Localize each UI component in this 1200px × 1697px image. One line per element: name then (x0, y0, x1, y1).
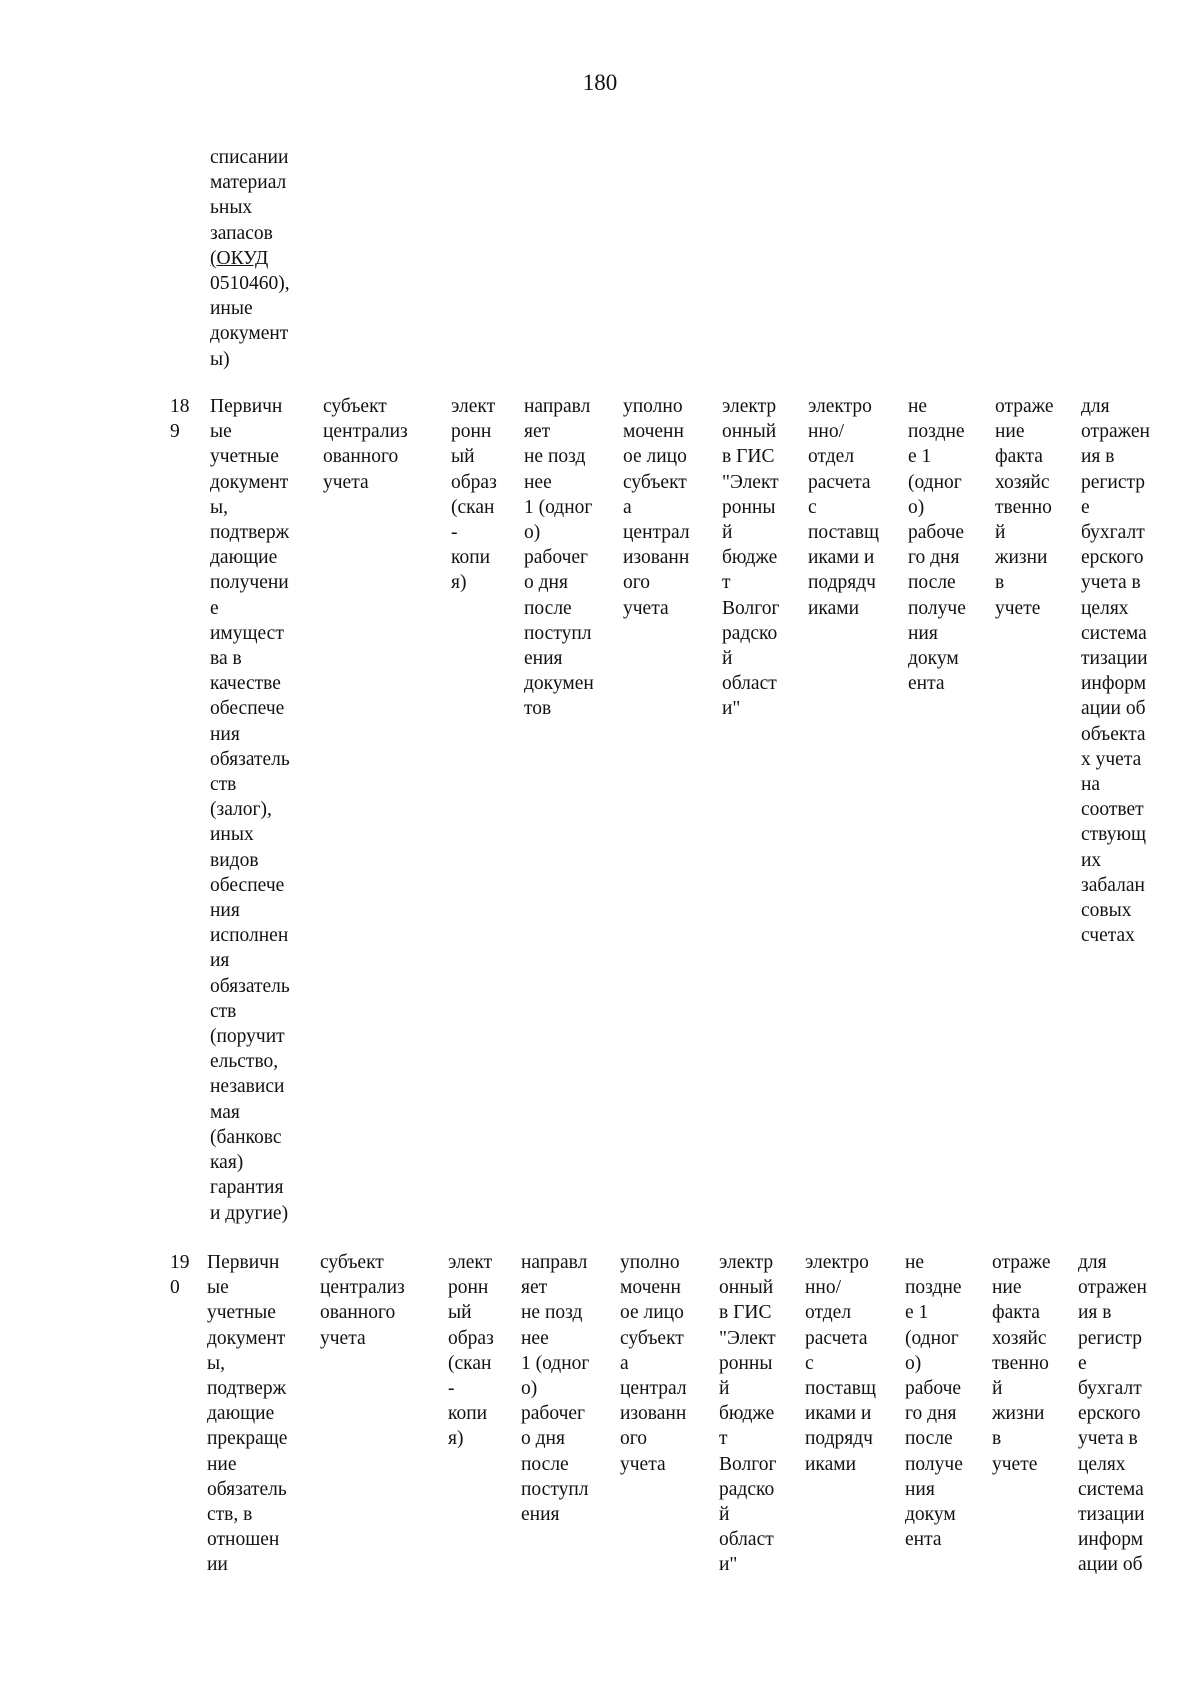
cell-line: бухгалт (1078, 1378, 1142, 1400)
page-number: 180 (582, 70, 618, 95)
cell-line: с (808, 496, 817, 518)
cell-line: поставщ (805, 1378, 876, 1400)
cell-line: е 1 (908, 446, 932, 468)
cell-line: иных (210, 824, 254, 846)
cell-line: ронны (719, 1352, 773, 1374)
cell-line: с (805, 1352, 814, 1374)
cell-line: кая) (210, 1152, 244, 1174)
cell-line: ств (210, 1000, 237, 1022)
cell-line: регистр (1081, 471, 1146, 493)
cell-line: на (1081, 774, 1101, 796)
cell-line: Волгог (719, 1453, 777, 1475)
cell-line: подтверж (207, 1378, 287, 1400)
cell-line: (ОКУД (210, 247, 269, 269)
cell-line: ации об (1081, 698, 1146, 720)
cell-line: забалан (1081, 874, 1145, 896)
cell-line: учета (620, 1453, 666, 1475)
cell-line: й (719, 1504, 730, 1526)
cell-line: 9 (170, 421, 180, 443)
cell-line: яет (521, 1277, 548, 1299)
cell-line: тизации (1081, 648, 1148, 670)
cell-line: информ (1078, 1529, 1144, 1551)
table-cell-190-signer (620, 1250, 687, 1477)
table-cell-189-signer (623, 394, 690, 621)
cell-line: х учета (1081, 748, 1142, 770)
cell-line: не позд (524, 446, 586, 468)
cell-line: а (623, 496, 632, 518)
table-cell-190-deadline-sender (521, 1250, 589, 1527)
cell-line: факта (995, 446, 1043, 468)
table-cell-189-format (451, 394, 497, 596)
cell-line: гарантия (210, 1177, 284, 1199)
cell-line: област (719, 1529, 774, 1551)
table-cell-189-row-number (170, 394, 190, 444)
cell-line: документ (210, 471, 289, 493)
cell-line: ый (448, 1302, 472, 1324)
cell-line: ствующ (1081, 824, 1147, 846)
cell-line: ьных (210, 197, 253, 219)
cell-line: ронн (451, 421, 492, 443)
cell-line: после (521, 1453, 569, 1475)
cell-line: ации об (1078, 1554, 1143, 1576)
cell-line: я) (451, 572, 467, 594)
cell-line: ы) (210, 348, 230, 370)
cell-line: после (908, 572, 956, 594)
cell-line: "Элект (722, 471, 779, 493)
cell-line: ния (908, 622, 938, 644)
cell-line: (скан (448, 1352, 492, 1374)
cell-line: и другие) (210, 1202, 289, 1224)
table-cell-190-document-name (207, 1250, 287, 1578)
cell-line: 0510460), (210, 273, 290, 295)
cell-line: учете (992, 1453, 1038, 1475)
cell-line: элект (451, 396, 496, 417)
cell-line: го дня (908, 547, 960, 569)
cell-line: отдел (805, 1302, 852, 1324)
cell-line: ого (620, 1428, 648, 1450)
cell-line: 1 (одног (524, 496, 593, 518)
cell-line: ерского (1081, 547, 1144, 569)
cell-line: рабочег (521, 1403, 586, 1425)
cell-line: не позд (521, 1302, 583, 1324)
cell-line: ельство, (210, 1051, 279, 1073)
cell-line: о) (908, 496, 925, 518)
cell-line: и" (719, 1554, 738, 1576)
cell-line: субъект (620, 1327, 684, 1349)
cell-line: ств (210, 774, 237, 796)
cell-line: ств, в (207, 1504, 253, 1526)
cell-line: онный (722, 421, 777, 443)
cell-line: электро (808, 396, 872, 417)
cell-line: уполно (620, 1252, 680, 1273)
cell-line: ые (210, 421, 232, 443)
cell-line: 0 (170, 1277, 180, 1299)
cell-line: иками (808, 597, 860, 619)
cell-line: учете (995, 597, 1041, 619)
cell-line: й (995, 522, 1006, 544)
cell-line: образ (451, 471, 497, 493)
cell-line: е (1078, 1352, 1087, 1374)
cell-line: е (1081, 496, 1090, 518)
cell-line: документ (207, 1327, 286, 1349)
cell-line: поступл (521, 1478, 589, 1500)
cell-line: моченн (623, 421, 684, 443)
cell-line: обеспече (210, 874, 285, 896)
cell-line: прекраще (207, 1428, 288, 1450)
cell-line: област (722, 673, 777, 695)
cell-line: т (722, 572, 731, 594)
cell-line: электр (722, 396, 777, 417)
cell-line: поступл (524, 622, 592, 644)
cell-line: ия в (1081, 446, 1115, 468)
cell-line: яет (524, 421, 551, 443)
cell-line: а (620, 1352, 629, 1374)
cell-line: ые (207, 1277, 229, 1299)
cell-line: мая (210, 1101, 240, 1123)
cell-line: (одног (905, 1327, 959, 1349)
table-cell-189-deadline-sender (524, 394, 594, 722)
cell-line: дающие (207, 1403, 275, 1425)
cell-line: запасов (210, 222, 273, 244)
cell-line: ы, (207, 1352, 225, 1374)
cell-line: ния (210, 900, 240, 922)
cell-line: обеспече (210, 698, 285, 720)
cell-line: докумен (524, 673, 594, 695)
table-cell-190-row-number (170, 1250, 190, 1300)
table-cell-189-purpose (995, 394, 1054, 621)
cell-line: е 1 (905, 1302, 929, 1324)
cell-line: (залог), (210, 799, 272, 821)
cell-line: получе (905, 1453, 963, 1475)
cell-line: в (995, 572, 1005, 594)
cell-line: субъект (320, 1252, 384, 1273)
cell-line: учетные (210, 446, 279, 468)
table-cell-190-responsible-party (320, 1250, 405, 1351)
table-cell-189-processing-deadline (908, 394, 966, 696)
cell-line: отражен (1078, 1277, 1147, 1299)
cell-line: копи (448, 1403, 488, 1425)
cell-line: обязатель (207, 1478, 287, 1500)
cell-line: поздне (908, 421, 965, 443)
table-cell-190-delivery-channel (719, 1250, 777, 1578)
cell-line: учета в (1078, 1428, 1138, 1450)
cell-line: ента (905, 1529, 942, 1551)
cell-line: 1 (одног (521, 1352, 590, 1374)
cell-line: не (905, 1252, 925, 1273)
cell-line: иками и (805, 1403, 872, 1425)
cell-line: ы, (210, 496, 228, 518)
cell-line: иками и (808, 547, 875, 569)
cell-line: объекта (1081, 723, 1146, 745)
cell-line: учета (623, 597, 669, 619)
cell-line: нее (524, 471, 552, 493)
table-cell-190-purpose (992, 1250, 1051, 1477)
cell-line: ние (995, 421, 1025, 443)
cell-line: ва в (210, 648, 242, 670)
cell-line: расчета (805, 1327, 868, 1349)
cell-line: ое лицо (623, 446, 687, 468)
cell-line: видов (210, 849, 259, 871)
cell-line: отражен (1081, 421, 1150, 443)
cell-line: обязатель (210, 748, 290, 770)
cell-line: бюдже (719, 1403, 775, 1425)
cell-line: 18 (170, 396, 190, 417)
cell-line: докум (908, 648, 959, 670)
cell-line: для (1078, 1252, 1107, 1273)
cell-line: хозяйс (995, 471, 1050, 493)
cell-line: радско (719, 1478, 775, 1500)
cell-line: ения (521, 1504, 560, 1526)
cell-line: соответ (1081, 799, 1144, 821)
cell-line: - (448, 1378, 455, 1400)
cell-line: целях (1078, 1453, 1126, 1475)
cell-line: нно/ (808, 421, 845, 443)
table-cell-189-responsible-party (323, 394, 408, 495)
table-cell-189-delivery-channel (722, 394, 780, 722)
cell-line: т (719, 1428, 728, 1450)
cell-line: учетные (207, 1302, 276, 1324)
cell-line: ения (524, 648, 563, 670)
cell-line: (одног (908, 471, 962, 493)
table-cell-cont-continued (210, 145, 290, 372)
cell-line: совых (1081, 900, 1132, 922)
cell-line: направл (524, 396, 591, 417)
cell-line: о) (524, 522, 541, 544)
cell-line: учета (320, 1327, 366, 1349)
cell-line: дающие (210, 547, 278, 569)
cell-line: рабоче (905, 1378, 962, 1400)
cell-line: регистр (1078, 1327, 1143, 1349)
cell-line: твенно (992, 1352, 1049, 1374)
cell-line: после (905, 1428, 953, 1450)
cell-line: жизни (995, 547, 1048, 569)
cell-line: субъект (623, 471, 687, 493)
cell-line: субъект (323, 396, 387, 417)
cell-line: е (210, 597, 219, 619)
cell-line: ии (207, 1554, 228, 1576)
cell-line: отраже (995, 396, 1054, 417)
cell-line: система (1078, 1478, 1144, 1500)
cell-line: материал (210, 172, 287, 194)
cell-line: учета в (1081, 572, 1141, 594)
cell-line: ние (207, 1453, 237, 1475)
cell-line: ованного (320, 1302, 396, 1324)
table-cell-190-recipient (805, 1250, 876, 1477)
cell-line: отраже (992, 1252, 1051, 1273)
cell-line: Первичн (207, 1252, 280, 1273)
cell-line: (банковс (210, 1126, 282, 1148)
cell-line: о дня (521, 1428, 565, 1450)
cell-line: направл (521, 1252, 588, 1273)
cell-line: изованн (620, 1403, 687, 1425)
cell-line: ого (623, 572, 651, 594)
table-cell-190-processing-deadline (905, 1250, 963, 1552)
cell-line: подрядч (805, 1428, 873, 1450)
cell-line: не (908, 396, 928, 417)
cell-line: элект (448, 1252, 493, 1273)
cell-line: 19 (170, 1252, 190, 1273)
cell-line: го дня (905, 1403, 957, 1425)
table-cell-189-recipient (808, 394, 879, 621)
cell-line: поставщ (808, 522, 879, 544)
cell-line: ое лицо (620, 1302, 684, 1324)
cell-line: о) (905, 1352, 922, 1374)
cell-line: тизации (1078, 1504, 1145, 1526)
cell-line: централиз (320, 1277, 405, 1299)
cell-line: иные (210, 298, 253, 320)
cell-line: о дня (524, 572, 568, 594)
cell-line: исполнен (210, 925, 289, 947)
cell-line: ние (992, 1277, 1022, 1299)
cell-line: й (722, 648, 733, 670)
cell-line: й (992, 1378, 1003, 1400)
cell-line: документ (210, 323, 289, 345)
cell-line: бухгалт (1081, 522, 1145, 544)
cell-line: независи (210, 1076, 285, 1098)
cell-line: ния (210, 723, 240, 745)
table-cell-189-usage (1081, 394, 1150, 948)
cell-line: для (1081, 396, 1110, 417)
table-cell-189-document-name (210, 394, 290, 1226)
cell-line: подтверж (210, 522, 290, 544)
cell-line: (поручит (210, 1026, 285, 1048)
cell-line: й (722, 522, 733, 544)
cell-line: жизни (992, 1403, 1045, 1425)
cell-line: ия в (1078, 1302, 1112, 1324)
cell-line: Первичн (210, 396, 283, 417)
cell-line: счетах (1081, 925, 1135, 947)
cell-line: списании (210, 147, 289, 168)
cell-line: получени (210, 572, 289, 594)
cell-line: бюдже (722, 547, 778, 569)
cell-line: ый (451, 446, 475, 468)
cell-line: отдел (808, 446, 855, 468)
cell-line: хозяйс (992, 1327, 1047, 1349)
cell-line: иками (805, 1453, 857, 1475)
cell-line: получе (908, 597, 966, 619)
cell-line: в ГИС (719, 1302, 772, 1324)
cell-line: в (992, 1428, 1002, 1450)
cell-line: и" (722, 698, 741, 720)
cell-line: онный (719, 1277, 774, 1299)
cell-line: ронн (448, 1277, 489, 1299)
cell-line: качестве (210, 673, 281, 695)
cell-line: расчета (808, 471, 871, 493)
cell-line: подрядч (808, 572, 876, 594)
cell-line: я) (448, 1428, 464, 1450)
cell-line: радско (722, 622, 778, 644)
cell-line: информ (1081, 673, 1147, 695)
cell-line: электр (719, 1252, 774, 1273)
cell-line: нее (521, 1327, 549, 1349)
cell-line: нно/ (805, 1277, 842, 1299)
cell-line: ованного (323, 446, 399, 468)
cell-line: образ (448, 1327, 494, 1349)
cell-line: й (719, 1378, 730, 1400)
cell-line: о) (521, 1378, 538, 1400)
cell-line: твенно (995, 496, 1052, 518)
cell-line: докум (905, 1504, 956, 1526)
cell-line: тов (524, 698, 552, 720)
cell-line: после (524, 597, 572, 619)
cell-line: имущест (210, 622, 284, 644)
cell-line: централиз (323, 421, 408, 443)
table-cell-190-format (448, 1250, 494, 1452)
cell-line: электро (805, 1252, 869, 1273)
cell-line: рабочег (524, 547, 589, 569)
cell-line: ния (905, 1478, 935, 1500)
cell-line: ия (210, 950, 230, 972)
cell-line: ронны (722, 496, 776, 518)
cell-line: отношен (207, 1529, 280, 1551)
cell-line: обязатель (210, 975, 290, 997)
cell-line: целях (1081, 597, 1129, 619)
cell-line: моченн (620, 1277, 681, 1299)
cell-line: факта (992, 1302, 1040, 1324)
cell-line: поздне (905, 1277, 962, 1299)
cell-line: рабоче (908, 522, 965, 544)
cell-line: "Элект (719, 1327, 776, 1349)
cell-line: централ (623, 522, 690, 544)
cell-line: Волгог (722, 597, 780, 619)
cell-line: уполно (623, 396, 683, 417)
cell-line: копи (451, 547, 491, 569)
cell-line: централ (620, 1378, 687, 1400)
cell-line: в ГИС (722, 446, 775, 468)
cell-line: - (451, 522, 458, 544)
cell-line: ерского (1078, 1403, 1141, 1425)
cell-line: система (1081, 622, 1147, 644)
cell-line: ента (908, 673, 945, 695)
cell-line: изованн (623, 547, 690, 569)
cell-line: их (1081, 849, 1102, 871)
cell-line: учета (323, 471, 369, 493)
table-cell-190-usage (1078, 1250, 1147, 1578)
cell-line: (скан (451, 496, 495, 518)
